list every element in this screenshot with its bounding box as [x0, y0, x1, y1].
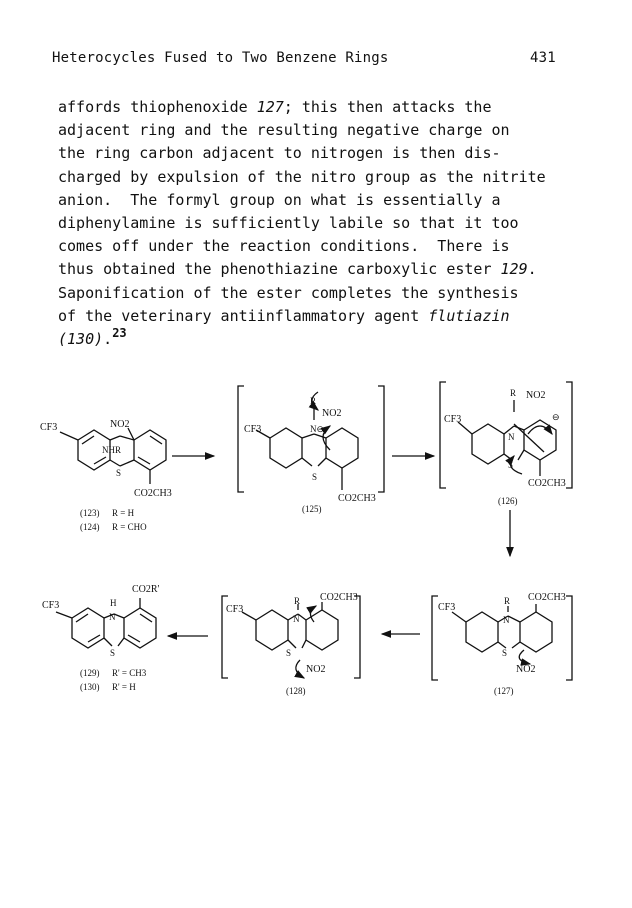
- label-h: H: [110, 598, 117, 608]
- label-cf3: CF3: [244, 424, 262, 435]
- drug-name: flutiazin: [428, 306, 510, 325]
- label-n: N: [503, 615, 510, 625]
- compound-ref: (130): [58, 330, 104, 349]
- compound-number-126: (126): [498, 496, 518, 506]
- compound-number-129: (129): [80, 668, 100, 678]
- label-s: S: [286, 648, 292, 658]
- label-co2ch3: CO2CH3: [528, 478, 566, 489]
- text-line: of the veterinary antiinflammatory agent flutiazin: [58, 306, 510, 325]
- label-r: R: [504, 596, 511, 606]
- label-minus: ⊖: [552, 412, 560, 422]
- compound-number-130: (130): [80, 682, 100, 692]
- label-no2: NO2: [110, 419, 130, 430]
- text-line: adjacent ring and the resulting negative charge on: [58, 121, 510, 140]
- text-line: diphenylamine is sufficiently labile so that it too: [58, 214, 519, 233]
- label-n: N: [109, 612, 116, 622]
- reference-superscript: 23: [112, 326, 127, 341]
- label-s: S: [110, 648, 116, 658]
- compound-number-125: (125): [302, 504, 322, 514]
- label-n: N: [508, 432, 515, 442]
- label-no2: NO2: [306, 664, 326, 675]
- body-paragraph: [58, 96, 578, 352]
- text-line: comes off under the reaction conditions. There is: [58, 237, 510, 256]
- compound-number-128: (128): [286, 686, 306, 696]
- structure-126: [440, 382, 572, 488]
- label-co2ch3: CO2CH3: [528, 592, 566, 603]
- compound-variant-129: R' = CH3: [112, 668, 147, 678]
- text-line: anion. The formyl group on what is essentially a: [58, 190, 501, 209]
- label-no2: NO2: [322, 408, 342, 419]
- label-cf3: CF3: [40, 422, 58, 433]
- compound-ref: 127: [256, 98, 284, 116]
- compound-number-124: (124): [80, 522, 100, 532]
- compound-number-123: (123): [80, 508, 100, 518]
- label-nhr: NHR: [102, 445, 122, 455]
- label-n-anion: N⊖: [310, 424, 325, 434]
- label-co2ch3: CO2CH3: [338, 493, 376, 504]
- structure-129-130: [56, 598, 156, 648]
- reaction-scheme: [0, 360, 632, 720]
- text-line: charged by expulsion of the nitro group as the nitrite: [58, 167, 546, 186]
- page-number: 431: [530, 50, 556, 66]
- structure-123-124: [60, 428, 166, 484]
- label-s: S: [502, 648, 508, 658]
- text-line: (130).$^{23}$: [58, 326, 127, 349]
- text-line: the ring carbon adjacent to nitrogen is then dis-: [58, 144, 501, 163]
- label-cf3: CF3: [42, 600, 60, 611]
- running-header-title: Heterocycles Fused to Two Benzene Rings: [52, 50, 389, 66]
- compound-variant-124: R = CHO: [112, 522, 147, 532]
- label-s: S: [508, 460, 514, 470]
- label-s: S: [312, 472, 318, 482]
- label-no2: NO2: [526, 390, 546, 401]
- compound-variant-130: R' = H: [112, 682, 136, 692]
- label-co2ch3: CO2CH3: [320, 592, 358, 603]
- text-line: Saponification of the ester completes the synthesis: [58, 283, 519, 302]
- label-cf3: CF3: [226, 604, 244, 615]
- label-co2ch3: CO2CH3: [134, 488, 172, 499]
- label-no2: NO2: [516, 664, 536, 675]
- label-s: S: [116, 468, 122, 478]
- compound-number-127: (127): [494, 686, 514, 696]
- compound-ref: 129: [500, 260, 528, 279]
- label-n: N: [293, 614, 300, 624]
- label-r: R: [510, 388, 517, 398]
- label-r: R: [310, 396, 317, 406]
- label-co2r: CO2R': [132, 584, 160, 595]
- label-cf3: CF3: [444, 414, 462, 425]
- label-cf3: CF3: [438, 602, 456, 613]
- label-r: R: [294, 596, 301, 606]
- text-line: thus obtained the phenothiazine carboxylic ester 129.: [58, 260, 537, 279]
- compound-variant-123: R = H: [112, 508, 135, 518]
- text-line: affords thiophenoxide 127; this then attacks the: [58, 98, 492, 116]
